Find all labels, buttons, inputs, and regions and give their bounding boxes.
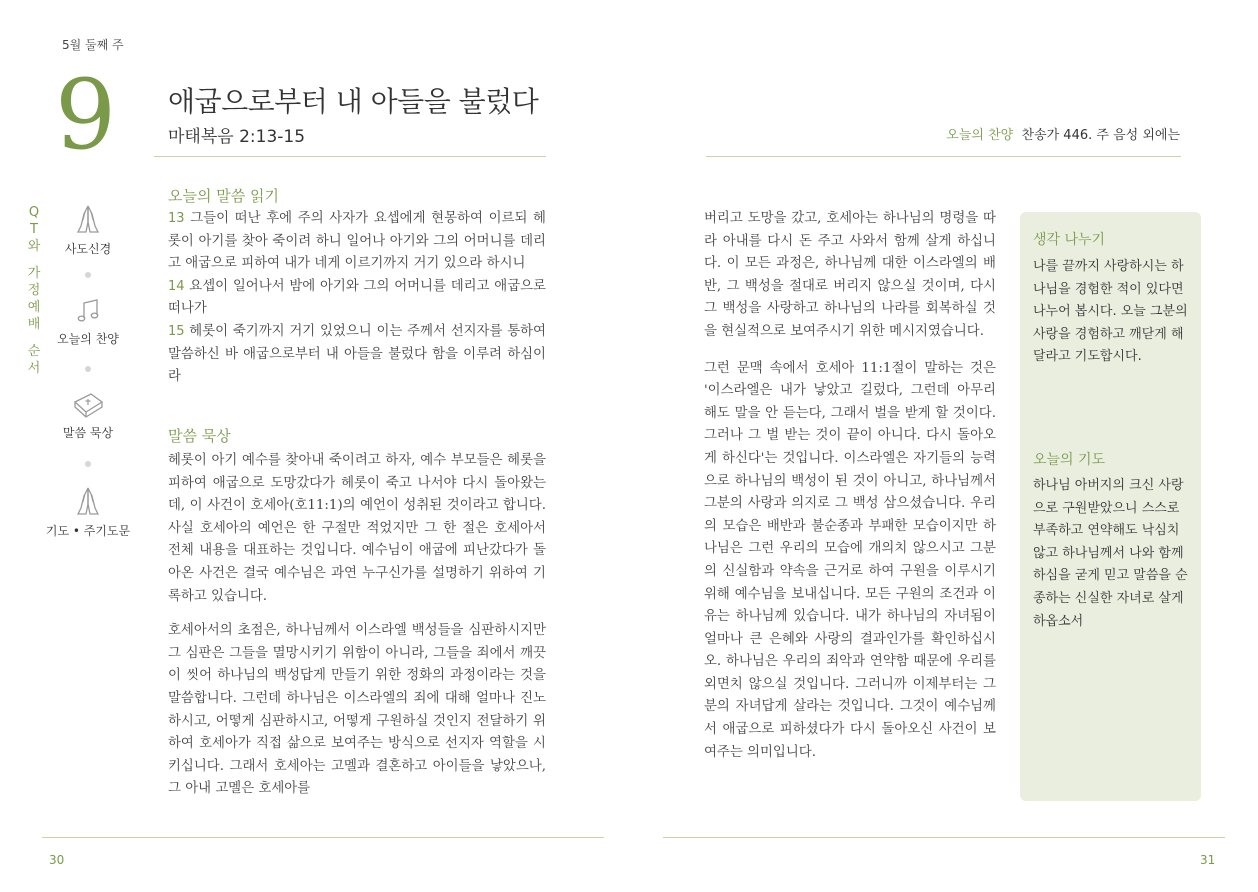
sidebar-item-label: 말씀 묵상 [62, 426, 114, 440]
meditation-paragraph: 그런 문맥 속에서 호세아 11:1절이 말하는 것은 '이스라엘은 내가 낳았고 길렀다, 그런데 아무리 해도 말을 안 듣는다, 그래서 벌을 받게 할 것이다. 그러나 그 벌 받는 것이 끝이 아니다. 다시 돌아오게 하신다'는 것입니다. 이스라엘은 자기들의 능력으로 하나님의 백성이 된 것이 아니고, 하나님께서 그분의 사랑과 의지로 그 백성 삼으셨습니다. 우리의 모습은 배반과 불순종과 부패한 모습이지만 하나님은 그런 우리의 모습에 개의치 않으시고 그분의 신실함과 약속을 근거로 하여 구원을 이루시기 위해 예수님을 보내십니다. 모든 구원의 조건과 이유는 하나님께 있습니다. 내가 하나님의 자녀됨이 얼마나 큰 은혜와 사랑의 결과인가를 확인하십시오. 하나님은 우리의 죄악과 연약함 때문에 우리를 외면치 않으실 것입니다. 그러니까 이제부터는 그분의 자녀답게 살라는 것입니다. 그것이 예수님께서 애굽으로 피하셨다가 다시 돌아오신 사건이 보여주는 의미입니다. [704, 360, 996, 760]
sidebar-item-hymn [38, 296, 138, 347]
meditation-text-left [168, 450, 546, 813]
share-text: 나를 끝까지 사랑하시는 하나님을 경험한 적이 있다면 나누어 봅시다. 오늘 그분의 사랑을 경험하고 깨닫게 해 달라고 기도합시다. [1033, 259, 1188, 365]
sidebar-item-label: 기도 • 주기도문 [45, 524, 131, 538]
sidebar-separator-dot [85, 366, 91, 372]
verse [168, 321, 546, 389]
sidebar-item-prayer [38, 486, 138, 539]
sidebar-vertical-label: Q T 와 가 정 예 배 순 서 [27, 205, 41, 376]
verse-number: 15 [168, 323, 185, 339]
footer-divider-left [42, 837, 604, 838]
prayer-heading: 오늘의 기도 [1033, 452, 1106, 468]
verse-text: 헤롯이 죽기까지 거기 있었으니 이는 주께서 선지자를 통하여 말씀하신 바 애굽으로부터 내 아들을 불렀다 함을 이루려 하심이라 [168, 323, 546, 385]
meditation-heading: 말씀 묵상 [168, 427, 231, 445]
sidebar-item-meditation [38, 390, 138, 441]
week-label: 5월 둘째 주 [62, 38, 124, 52]
sidebar-panel [1020, 212, 1201, 801]
meditation-paragraph: 호세아서의 초점은, 하나님께서 이스라엘 백성들을 심판하시지만 그 심판은 그들을 멸망시키기 위함이 아니라, 그들을 죄에서 깨끗이 씻어 하나님의 백성답게 만들기 위한 정화의 과정이라는 것을 말씀합니다. 그런데 하나님은 이스라엘의 죄에 대해 얼마나 진노하시고, 어떻게 심판하시고, 어떻게 구원하실 것인지 전달하기 위하여 호세아가 직접 삶으로 보여주는 방식으로 선지자 역할을 시키십니다. 그래서 호세아는 고멜과 결혼하고 아이들을 낳았으나, 그 아내 고멜은 호세아를 [168, 623, 546, 797]
footer-divider-right [663, 837, 1225, 838]
page-title: 애굽으로부터 내 아들을 불렀다 [168, 85, 539, 118]
meditation-paragraph: 버리고 도망을 갔고, 호세아는 하나님의 명령을 따라 아내를 다시 돈 주고 사와서 함께 살게 하십니다. 이 모든 과정은, 하나님께 대한 이스라엘의 배반, 그 백성을 절대로 버리지 않으실 것이며, 다시 그 백성을 사랑하고 하나님의 나라를 회복하실 것을 현실적으로 보여주시기 위한 메시지였습니다. [704, 211, 996, 339]
sidebar-item-label: 사도신경 [64, 242, 112, 256]
page-number-right: 31 [1200, 853, 1216, 867]
praying-hands-icon [73, 204, 103, 236]
meditation-text-right [704, 208, 996, 776]
verse-number: 14 [168, 278, 185, 294]
sidebar-item-label: 오늘의 찬양 [57, 332, 119, 346]
verse [168, 276, 546, 321]
day-number: 9 [55, 59, 117, 171]
verse-text: 요셉이 일어나서 밤에 아기와 그의 어머니를 데리고 애굽으로 떠나가 [168, 278, 546, 317]
verse-text: 그들이 떠난 후에 주의 사자가 요셉에게 현몽하여 이르되 헤롯이 아기를 찾아 죽이려 하니 일어나 아기와 그의 어머니를 데리고 애굽으로 피하여 내가 네게 이르기까지 거기 있으라 하시니 [168, 211, 546, 272]
prayer-text: 하나님 아버지의 크신 사랑으로 구원받았으니 스스로 부족하고 연약해도 낙심치 않고 하나님께서 나와 함께 하심을 굳게 믿고 말씀을 순종하는 신실한 자녀로 살게 하옵소서 [1033, 478, 1188, 629]
header-divider-right [706, 156, 1181, 157]
share-heading: 생각 나누기 [1033, 232, 1106, 248]
sidebar-separator-dot [85, 272, 91, 278]
todays-hymn [946, 124, 1180, 143]
bible-icon [71, 390, 105, 420]
sidebar-separator-dot [85, 461, 91, 467]
sidebar-item-creed [38, 204, 138, 257]
title-divider [154, 156, 546, 157]
praying-hands-icon [73, 486, 103, 518]
music-note-icon [73, 296, 103, 326]
reading-heading: 오늘의 말씀 읽기 [168, 187, 279, 205]
scripture-reference: 마태복음 2:13-15 [168, 127, 306, 147]
hymn-value: 찬송가 446. 주 음성 외에는 [1021, 128, 1180, 143]
hymn-label: 오늘의 찬양 [946, 128, 1014, 143]
verse-number: 13 [168, 211, 185, 226]
meditation-paragraph: 헤롯이 아기 예수를 찾아내 죽이려고 하자, 예수 부모들은 헤롯을 피하여 애굽으로 도망갔다가 헤롯이 죽고 나서야 다시 돌아왔는데, 이 사건이 호세아(호11:1)의 예언이 성취된 것이라고 합니다. 사실 호세아의 예언은 한 구절만 적었지만 그 한 절은 호세아서 전체 내용을 대표하는 것입니다. 예수님이 애굽에 피난갔다가 돌아온 사건은 결국 예수님은 과연 누구신가를 설명하기 위하여 기록하고 있습니다. [168, 453, 546, 604]
scripture-reading [168, 208, 546, 389]
verse [168, 208, 546, 276]
page-number-left: 30 [49, 853, 65, 867]
